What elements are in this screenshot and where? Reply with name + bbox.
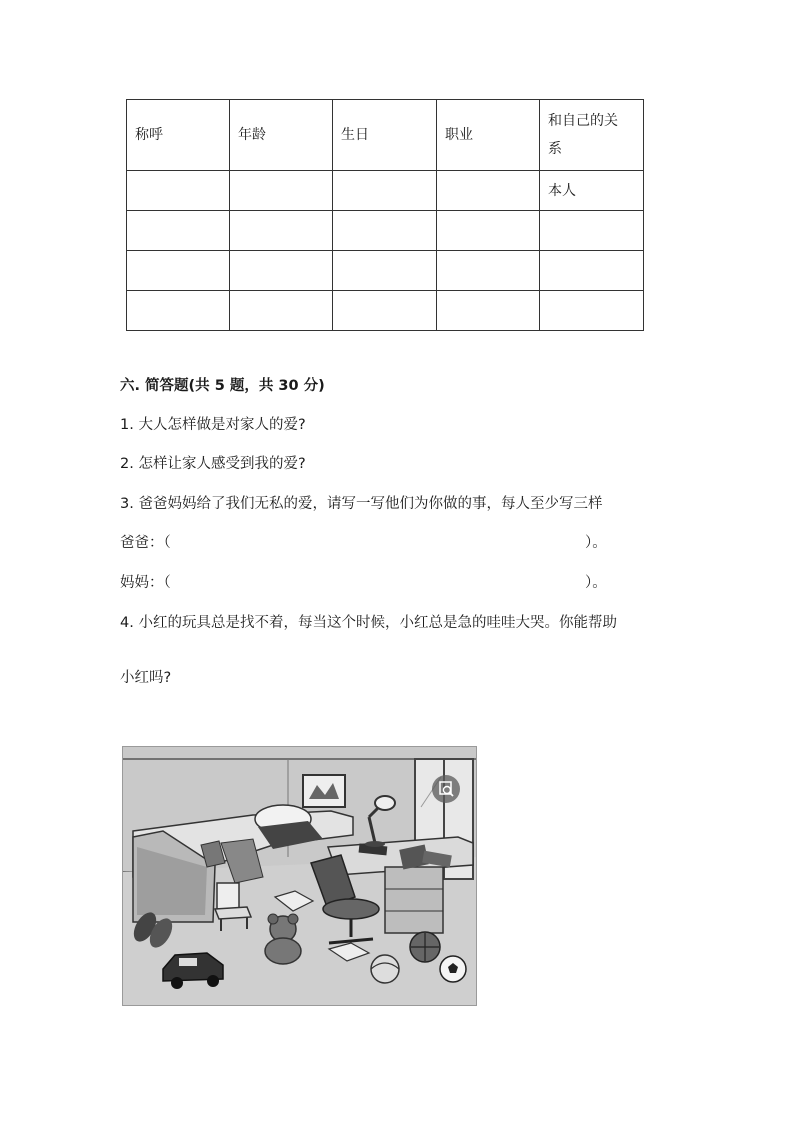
table-cell[interactable]	[127, 251, 230, 291]
toy-car-wheel	[207, 975, 219, 987]
table-header-row	[127, 100, 644, 171]
table-cell[interactable]	[437, 291, 540, 331]
toy-car-wheel	[171, 977, 183, 989]
table-cell[interactable]	[437, 251, 540, 291]
family-info-table	[126, 99, 644, 331]
header-cell-age: 年龄	[230, 100, 333, 171]
table-cell[interactable]	[333, 171, 437, 211]
mom-answer-label: 妈妈：（	[120, 575, 171, 591]
toy-car-window	[179, 958, 197, 966]
table-cell[interactable]	[540, 211, 644, 251]
header-cell-occupation: 职业	[437, 100, 540, 171]
table-cell[interactable]	[230, 291, 333, 331]
table-cell[interactable]	[333, 211, 437, 251]
dad-answer-close: ）。	[585, 535, 607, 551]
table-cell[interactable]	[437, 171, 540, 211]
table-cell[interactable]	[333, 251, 437, 291]
header-cell-birthday: 生日	[333, 100, 437, 171]
header-cell-relationship: 和自己的关系	[540, 100, 644, 171]
header-cell-title: 称呼	[127, 100, 230, 171]
zoom-icon[interactable]	[432, 775, 460, 803]
lamp-base	[365, 841, 385, 847]
dad-answer-label: 爸爸：（	[120, 535, 171, 551]
table-row	[127, 251, 644, 291]
question-3: 3. 爸爸妈妈给了我们无私的爱，请写一写他们为你做的事，每人至少写三样	[120, 496, 603, 512]
mom-answer-close: ）。	[585, 575, 607, 591]
table-cell[interactable]	[230, 211, 333, 251]
small-chair-seat	[215, 907, 251, 919]
lamp-head	[375, 796, 395, 810]
table-cell[interactable]	[540, 251, 644, 291]
question-2: 2. 怎样让家人感受到我的爱?	[120, 456, 306, 472]
table-cell[interactable]	[333, 291, 437, 331]
teddy-bear-ear	[288, 914, 298, 924]
table-cell: 本人	[540, 171, 644, 211]
table-row	[127, 211, 644, 251]
table-cell[interactable]	[437, 211, 540, 251]
desk-drawers	[385, 867, 443, 933]
table-cell[interactable]	[127, 211, 230, 251]
table-row	[127, 291, 644, 331]
bedroom-drawing	[123, 747, 476, 1005]
question-4-line-1: 4. 小红的玩具总是找不着，每当这个时候，小红总是急的哇哇大哭。你能帮助	[120, 615, 617, 631]
small-chair-back	[217, 883, 239, 909]
beach-ball	[371, 955, 399, 983]
teddy-bear-body	[265, 938, 301, 964]
table-cell[interactable]	[230, 171, 333, 211]
desk-chair-seat	[323, 899, 379, 919]
question-1: 1. 大人怎样做是对家人的爱?	[120, 417, 306, 433]
zoom-icon-glyph	[432, 775, 460, 803]
table-cell[interactable]	[540, 291, 644, 331]
question-4-line-2: 小红吗?	[120, 670, 172, 686]
table-row	[127, 171, 644, 211]
wall-picture	[303, 775, 345, 807]
messy-bedroom-illustration	[122, 746, 477, 1006]
teddy-bear-ear	[268, 914, 278, 924]
section-heading: 六. 简答题(共 5 题，共 30 分)	[120, 378, 325, 394]
table-cell[interactable]	[230, 251, 333, 291]
table-cell[interactable]	[127, 171, 230, 211]
table-cell[interactable]	[127, 291, 230, 331]
